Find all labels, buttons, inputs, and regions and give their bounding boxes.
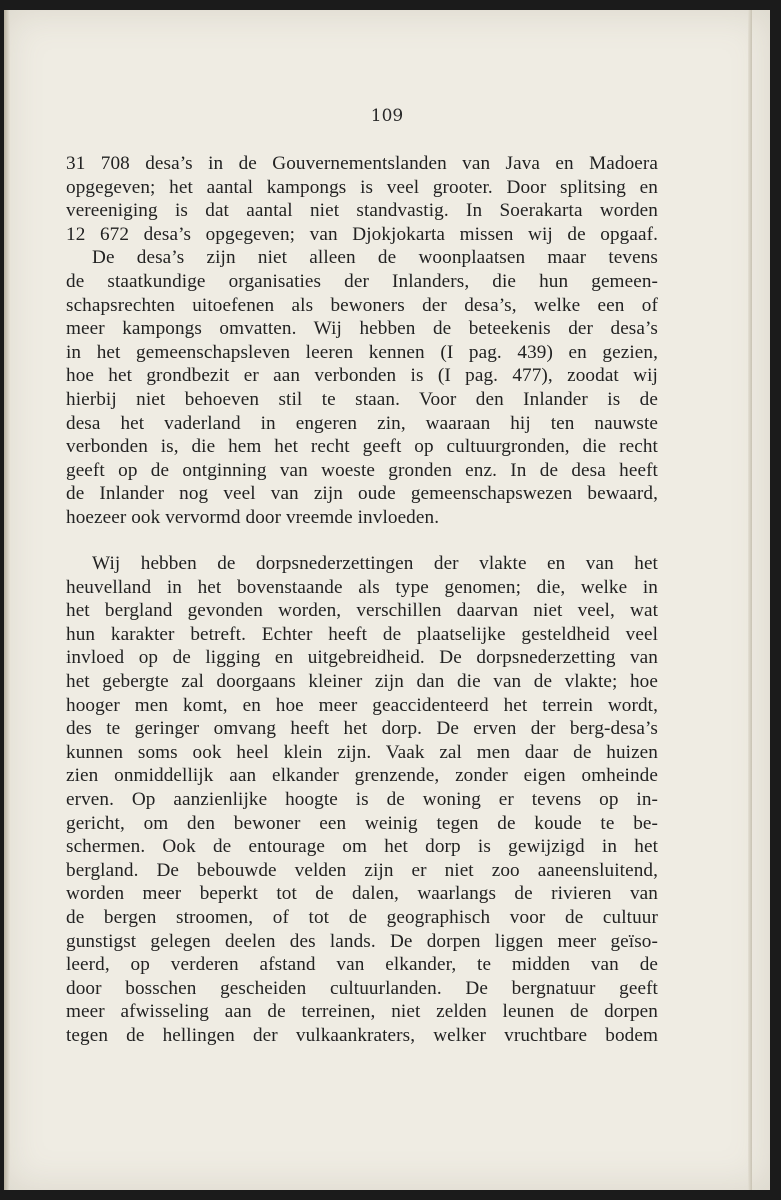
text-line: leerd, op verderen afstand van elkander, te midden van de	[66, 954, 658, 976]
text-line: het gebergte zal doorgaans kleiner zijn dan die van de vlakte; hoe	[66, 670, 658, 692]
text-line: door bosschen gescheiden cultuurlanden. De bergnatuur geeft	[66, 977, 658, 999]
text-line: geeft op de ontginning van woeste gronden enz. In de desa heeft	[66, 459, 658, 481]
text-line: gunstigst gelegen deelen des lands. De dorpen liggen meer geïso-	[66, 930, 658, 952]
text-line: de Inlander nog veel van zijn oude gemeenschapswezen bewaard,	[66, 483, 658, 505]
text-line: vereeniging is dat aantal niet standvastig. In Soerakarta worden	[66, 200, 658, 222]
text-line: verbonden is, die hem het recht geeft op cultuurgronden, die recht	[66, 436, 658, 458]
text-line: meer afwisseling aan de terreinen, niet zelden leunen de dorpen	[66, 1001, 658, 1023]
text-line: zien onmiddellijk aan elkander grenzende, zonder eigen omheinde	[66, 765, 658, 787]
text-line: bergland. De bebouwde velden zijn er niet zoo aaneensluitend,	[66, 859, 658, 881]
text-line: erven. Op aanzienlijke hoogte is de woning er tevens op in-	[66, 788, 658, 810]
text-line: schapsrechten uitoefenen als bewoners der desa’s, welke een of	[66, 294, 658, 316]
paragraph-1	[66, 152, 658, 530]
text-line: schermen. Ook de entourage om het dorp is gewijzigd in het	[66, 836, 658, 858]
text-line: meer kampongs omvatten. Wij hebben de beteekenis der desa’s	[66, 318, 658, 340]
text-line: kunnen soms ook heel klein zijn. Vaak zal men daar de huizen	[66, 741, 658, 763]
book-page	[4, 10, 770, 1190]
paragraph-2	[66, 552, 658, 1047]
text-line: 12 672 desa’s opgegeven; van Djokjokarta missen wij de opgaaf.	[66, 223, 658, 245]
text-line: De desa’s zijn niet alleen de woonplaatsen maar tevens	[92, 247, 658, 269]
text-line: des te geringer omvang heeft het dorp. De erven der berg-desa’s	[66, 718, 658, 740]
text-line: de bergen stroomen, of tot de geographisch voor de cultuur	[66, 906, 658, 928]
text-line: hierbij niet behoeven stil te staan. Voor den Inlander is de	[66, 388, 658, 410]
text-line: hun karakter betreft. Echter heeft de plaatselijke gesteldheid veel	[66, 623, 658, 645]
page-right-edge	[748, 10, 752, 1190]
text-line: invloed op de ligging en uitgebreidheid. De dorpsnederzetting van	[66, 647, 658, 669]
text-line: het bergland gevonden worden, verschillen daarvan niet veel, wat	[66, 600, 658, 622]
page-number: 109	[370, 106, 404, 126]
text-line: Wij hebben de dorpsnederzettingen der vlakte en van het	[92, 553, 658, 574]
text-line: gericht, om den bewoner een weinig tegen de koude te be-	[66, 812, 658, 834]
text-line: hoe het grondbezit er aan verbonden is (I pag. 477), zoodat wij	[66, 365, 658, 387]
text-line: desa het vaderland in engeren zin, waaraan hij ten nauwste	[66, 412, 658, 434]
text-line: de staatkundige organisaties der Inlanders, die hun gemeen-	[66, 270, 658, 292]
text-line: in het gemeenschapsleven leeren kennen (I pag. 439) en gezien,	[66, 341, 658, 363]
text-line: tegen de hellingen der vulkaankraters, welker vruchtbare bodem	[66, 1024, 658, 1046]
text-line: 31 708 desa’s in de Gouvernementslanden van Java en Madoera	[66, 153, 658, 174]
text-line: hoezeer ook vervormd door vreemde invloeden.	[66, 506, 440, 528]
text-line: heuvelland in het bovenstaande als type genomen; die, welke in	[66, 576, 658, 598]
text-line: opgegeven; het aantal kampongs is veel grooter. Door splitsing en	[66, 176, 658, 198]
text-line: hooger men komt, en hoe meer geaccidenteerd het terrein wordt,	[66, 694, 658, 716]
text-line: worden meer beperkt tot de dalen, waarlangs de rivieren van	[66, 883, 658, 905]
page-binding-edge	[4, 10, 10, 1190]
